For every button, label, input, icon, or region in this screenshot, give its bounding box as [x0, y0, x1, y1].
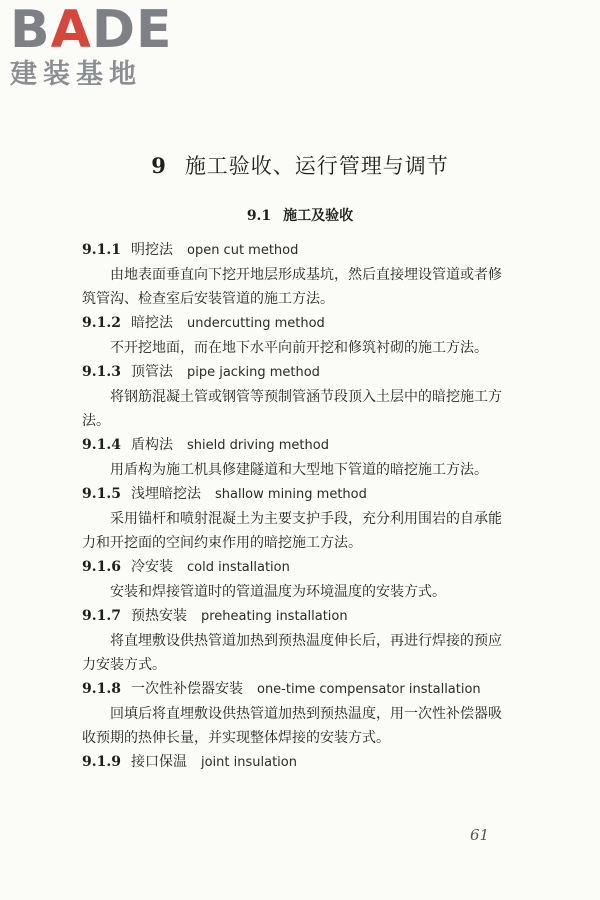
term-heading: [82, 360, 502, 385]
logo-wordmark: [10, 0, 180, 60]
term-chinese: 盾构法: [130, 437, 173, 453]
term-heading: [82, 677, 502, 702]
term-number: 9.1.8: [82, 681, 121, 697]
term-chinese: 明挖法: [130, 242, 173, 258]
term-number: 9.1.9: [82, 754, 121, 770]
term-entry: [82, 750, 502, 775]
term-number: 9.1.7: [82, 608, 121, 624]
term-definition: 不开挖地面，而在地下水平向前开挖和修筑衬砌的施工方法。: [110, 340, 488, 356]
term-english: open cut method: [186, 243, 299, 258]
term-chinese: 接口保温: [130, 754, 187, 770]
term-heading: [82, 750, 502, 775]
chapter-title-text: 施工验收、运行管理与调节: [184, 154, 449, 178]
chapter-title: [0, 150, 600, 180]
term-entry: [82, 433, 502, 482]
term-definition: 将钢筋混凝土管或钢管等预制管涵节段顶入土层中的暗挖施工方法。: [82, 389, 502, 429]
term-english: shallow mining method: [214, 487, 367, 502]
term-heading: [82, 482, 502, 507]
section-title: [0, 205, 600, 225]
term-chinese: 浅埋暗挖法: [130, 486, 201, 502]
term-definition: 安装和焊接管道时的管道温度为环境温度的安装方式。: [110, 584, 446, 600]
term-english: shield driving method: [186, 438, 329, 453]
section-title-text: 施工及验收: [283, 208, 354, 224]
term-english: cold installation: [186, 560, 290, 575]
term-english: joint insulation: [200, 755, 297, 770]
term-definition: 用盾构为施工机具修建隧道和大型地下管道的暗挖施工方法。: [110, 462, 488, 478]
term-entry: [82, 360, 502, 433]
term-chinese: 冷安装: [130, 559, 173, 575]
term-english: preheating installation: [200, 609, 348, 624]
logo-subtitle: 建装基地: [10, 59, 142, 90]
term-number: 9.1.6: [82, 559, 121, 575]
term-heading: [82, 433, 502, 458]
section-number: 9.1: [246, 208, 272, 224]
term-entry: [82, 238, 502, 311]
logo-accent-letter: A: [50, 0, 92, 60]
term-chinese: 预热安装: [130, 608, 187, 624]
term-heading: [82, 311, 502, 336]
brand-logo: [10, 0, 180, 90]
term-number: 9.1.1: [82, 242, 121, 258]
term-definition: 由地表面垂直向下挖开地层形成基坑，然后直接埋设管道或者修筑管沟、检查室后安装管道的施工方法。: [82, 267, 502, 307]
term-definition: 回填后将直埋敷设供热管道加热到预热温度，用一次性补偿器吸收预期的热伸长量，并实现整体焊接的安装方式。: [82, 706, 502, 746]
term-chinese: 一次性补偿器安装: [130, 681, 243, 697]
term-entry: [82, 604, 502, 677]
term-number: 9.1.4: [82, 437, 121, 453]
term-definition: 采用锚杆和喷射混凝土为主要支护手段，充分利用围岩的自承能力和开挖面的空间约束作用的暗挖施工方法。: [82, 511, 502, 551]
page-number: 61: [470, 826, 490, 844]
term-english: pipe jacking method: [186, 365, 320, 380]
term-entry: [82, 677, 502, 750]
term-number: 9.1.2: [82, 315, 121, 331]
term-entry: [82, 555, 502, 604]
term-english: one-time compensator installation: [256, 682, 481, 697]
term-chinese: 顶管法: [130, 364, 173, 380]
term-english: undercutting method: [186, 316, 325, 331]
logo-letter: B: [10, 0, 51, 60]
logo-letters: DE: [91, 0, 173, 60]
term-heading: [82, 604, 502, 629]
chapter-number: 9: [151, 153, 167, 178]
term-number: 9.1.5: [82, 486, 121, 502]
term-definition: 将直埋敷设供热管道加热到预热温度伸长后，再进行焊接的预应力安装方式。: [82, 633, 502, 673]
term-chinese: 暗挖法: [130, 315, 173, 331]
term-entry: [82, 482, 502, 555]
term-number: 9.1.3: [82, 364, 121, 380]
term-entries: [82, 238, 502, 775]
term-heading: [82, 238, 502, 263]
term-entry: [82, 311, 502, 360]
term-heading: [82, 555, 502, 580]
